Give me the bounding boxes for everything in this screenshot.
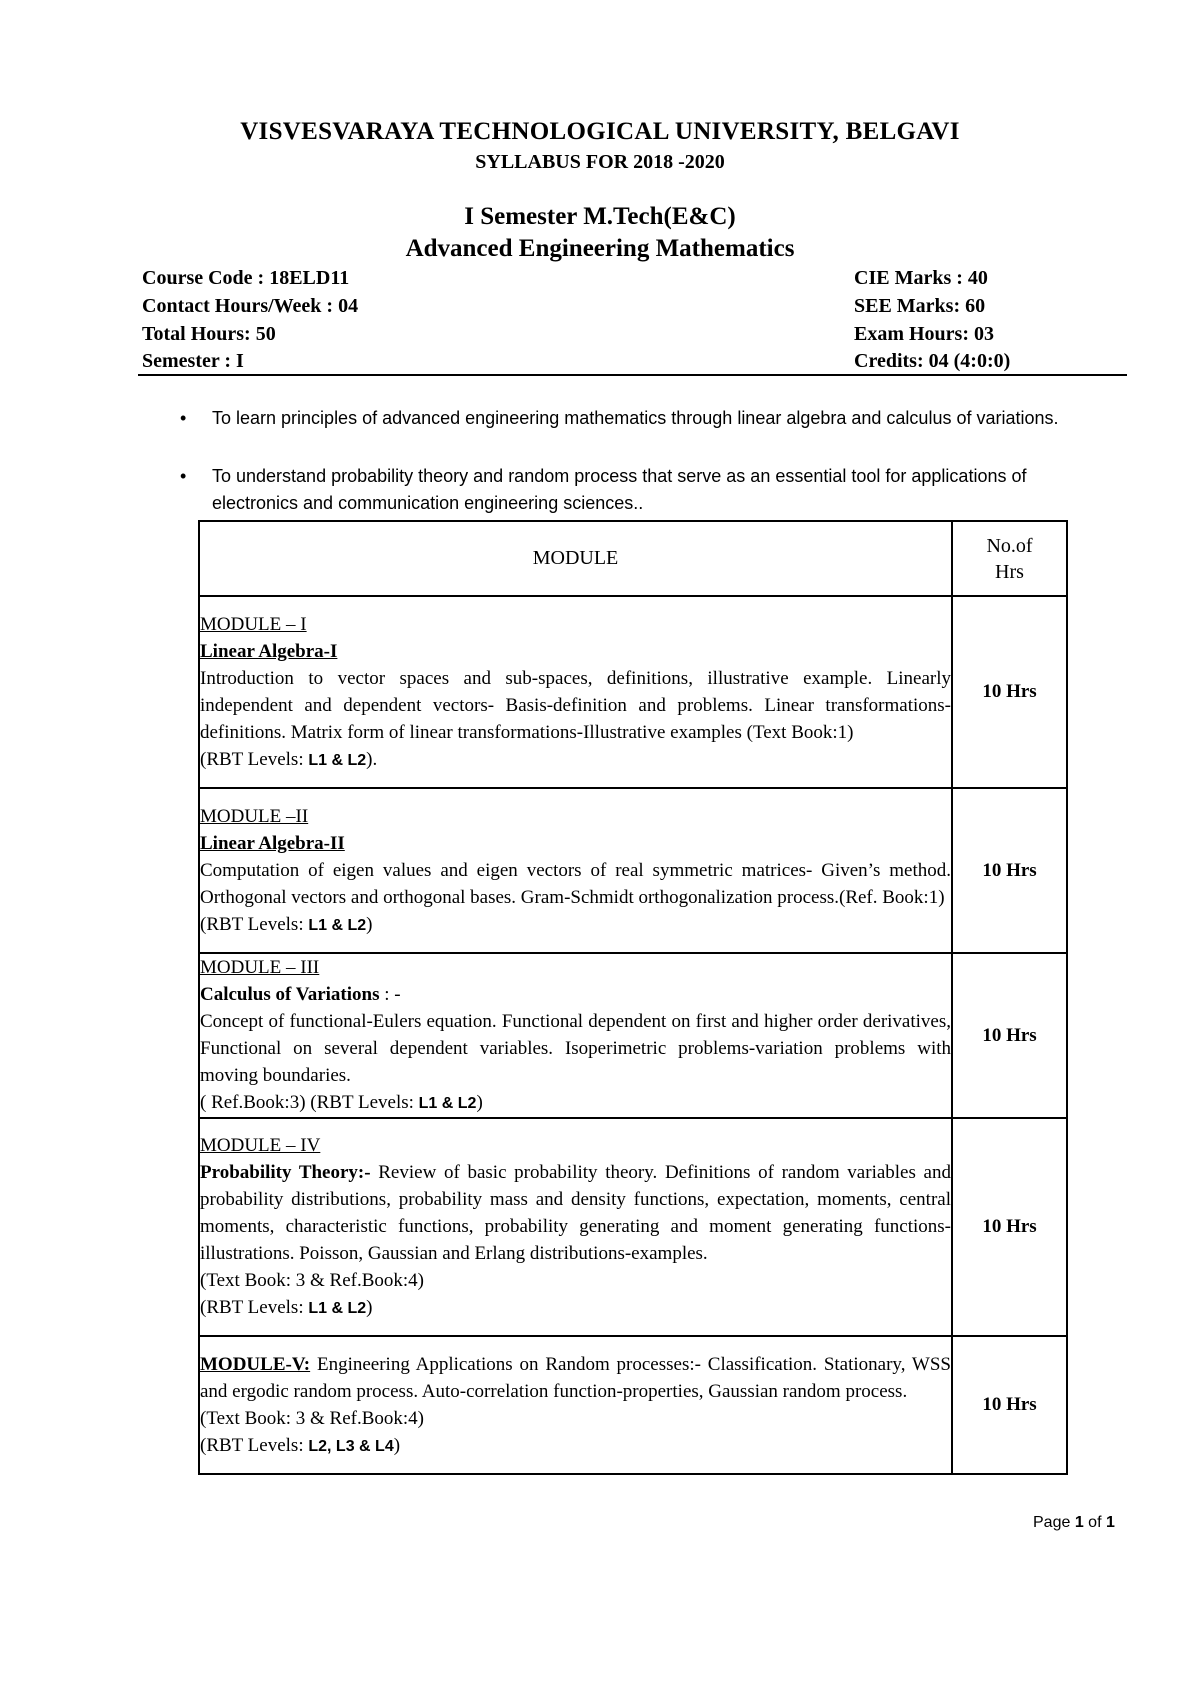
rbt-levels — [200, 1435, 400, 1456]
module-content — [199, 1336, 952, 1474]
rbt-level-values: L2, L3 & L4 — [308, 1437, 394, 1455]
page-word: Page — [1033, 1514, 1075, 1531]
rbt-suffix: ) — [476, 1092, 483, 1113]
bullet-icon: • — [180, 408, 187, 428]
subject-title: Advanced Engineering Mathematics — [405, 235, 795, 262]
rbt-prefix: (RBT Levels: — [200, 748, 309, 770]
module-title: MODULE – I — [200, 613, 307, 635]
module-lead: Probability Theory:- — [200, 1162, 371, 1183]
module-table — [198, 520, 1068, 1475]
module-title: MODULE –II — [200, 805, 309, 827]
course-code: Course Code : 18ELD11 — [142, 267, 350, 289]
objective-text: To learn principles of advanced engineering mathematics through linear algebra and calculus of variations. — [212, 408, 1059, 428]
table-row — [199, 788, 1067, 953]
module-title: MODULE – IV — [200, 1135, 321, 1156]
module-refs: (Text Book: 3 & Ref.Book:4) — [200, 1270, 425, 1291]
module-title: MODULE-V: — [200, 1353, 311, 1375]
rbt-suffix: ) — [393, 1434, 401, 1456]
module-column-header: MODULE — [199, 521, 952, 596]
semester-title: I Semester M.Tech(E&C) — [464, 203, 736, 230]
university-name: VISVESVARAYA TECHNOLOGICAL UNIVERSITY, BELGAVI — [240, 118, 960, 145]
hours-header-line1: No.of — [986, 534, 1033, 557]
module-content — [199, 788, 952, 953]
rbt-levels — [200, 1092, 483, 1113]
module-hours: 10 Hrs — [952, 1336, 1067, 1474]
module-hours: 10 Hrs — [952, 596, 1067, 788]
table-row — [199, 1336, 1067, 1474]
table-row — [199, 1118, 1067, 1336]
module-hours: 10 Hrs — [952, 1118, 1067, 1336]
module-subtitle-bold: Calculus of Variations — [200, 984, 380, 1005]
module-body: Introduction to vector spaces and sub-spaces, definitions, illustrative example. Linearly independent and dependent vectors- Basis-definition and problems. Linear transformations-definitions. Matrix form of linear transformations-Illustrative examples (Text Book:1) — [200, 667, 951, 743]
hours-column-header — [952, 521, 1067, 596]
module-content — [199, 596, 952, 788]
rbt-suffix: ). — [366, 748, 378, 770]
contact-hours: Contact Hours/Week : 04 — [142, 295, 359, 317]
module-refs: (Text Book: 3 & Ref.Book:4) — [200, 1407, 425, 1429]
header-divider — [138, 374, 1127, 376]
rbt-levels — [200, 749, 377, 770]
page-current: 1 — [1074, 1514, 1084, 1531]
page-number — [1033, 1514, 1115, 1532]
module-body: Engineering Applications on Random processes:- Classification. Stationary, WSS and ergodic random process. Auto-correlation function-properties, Gaussian random process. — [200, 1353, 951, 1402]
rbt-level-values: L1 & L2 — [418, 1095, 477, 1112]
rbt-level-values: L1 & L2 — [308, 751, 367, 769]
module-body: Concept of functional-Eulers equation. Functional dependent on first and higher order derivatives, Functional on several dependent variables. Isoperimetric problems-variation problems with moving boundaries. — [200, 1011, 951, 1086]
rbt-levels — [200, 1297, 372, 1318]
module-title: MODULE – III — [200, 957, 320, 978]
rbt-prefix: (RBT Levels: — [200, 1297, 309, 1318]
rbt-prefix: (RBT Levels: — [200, 913, 309, 935]
rbt-suffix: ) — [366, 1297, 373, 1318]
module-subtitle-rest: : - — [379, 984, 401, 1005]
page-of: of — [1083, 1514, 1106, 1531]
semester: Semester : I — [142, 350, 244, 372]
table-header-row — [199, 521, 1067, 596]
exam-hours: Exam Hours: 03 — [854, 323, 994, 345]
module-hours: 10 Hrs — [952, 953, 1067, 1118]
rbt-level-values: L1 & L2 — [308, 916, 367, 934]
objective-text: To understand probability theory and random process that serve as an essential tool for applications of electronics and communication engineering sciences.. — [212, 466, 1027, 513]
rbt-prefix: (RBT Levels: — [200, 1434, 309, 1456]
syllabus-period: SYLLABUS FOR 2018 -2020 — [475, 151, 725, 173]
module-subtitle: Linear Algebra-I — [200, 640, 338, 662]
bullet-icon: • — [180, 466, 187, 486]
module-hours: 10 Hrs — [952, 788, 1067, 953]
rbt-levels — [200, 914, 372, 935]
total-hours: Total Hours: 50 — [142, 323, 276, 345]
table-row — [199, 953, 1067, 1118]
module-content — [199, 1118, 952, 1336]
credits: Credits: 04 (4:0:0) — [854, 350, 1011, 372]
module-subtitle: Linear Algebra-II — [200, 832, 345, 854]
rbt-level-values: L1 & L2 — [308, 1300, 367, 1317]
module-body: Review of basic probability theory. Definitions of random variables and probability distributions, probability mass and density functions, expectation, moments, central moments, characteristic functions, probability generating and moment generating functions-illustrations. Poisson, Gaussian and Erlang distributions-examples. — [200, 1162, 951, 1264]
table-row — [199, 596, 1067, 788]
rbt-prefix: ( Ref.Book:3) (RBT Levels: — [200, 1092, 419, 1113]
hours-header-line2: Hrs — [995, 560, 1024, 583]
module-body: Computation of eigen values and eigen vectors of real symmetric matrices- Given’s method. Orthogonal vectors and orthogonal bases. Gram-Schmidt orthogonalization process.(Ref. Book:1) — [200, 859, 951, 908]
see-marks: SEE Marks: 60 — [854, 295, 986, 317]
rbt-suffix: ) — [366, 913, 373, 935]
module-subtitle — [200, 984, 401, 1005]
module-content — [199, 953, 952, 1118]
page-total: 1 — [1105, 1514, 1115, 1531]
cie-marks: CIE Marks : 40 — [854, 267, 988, 289]
